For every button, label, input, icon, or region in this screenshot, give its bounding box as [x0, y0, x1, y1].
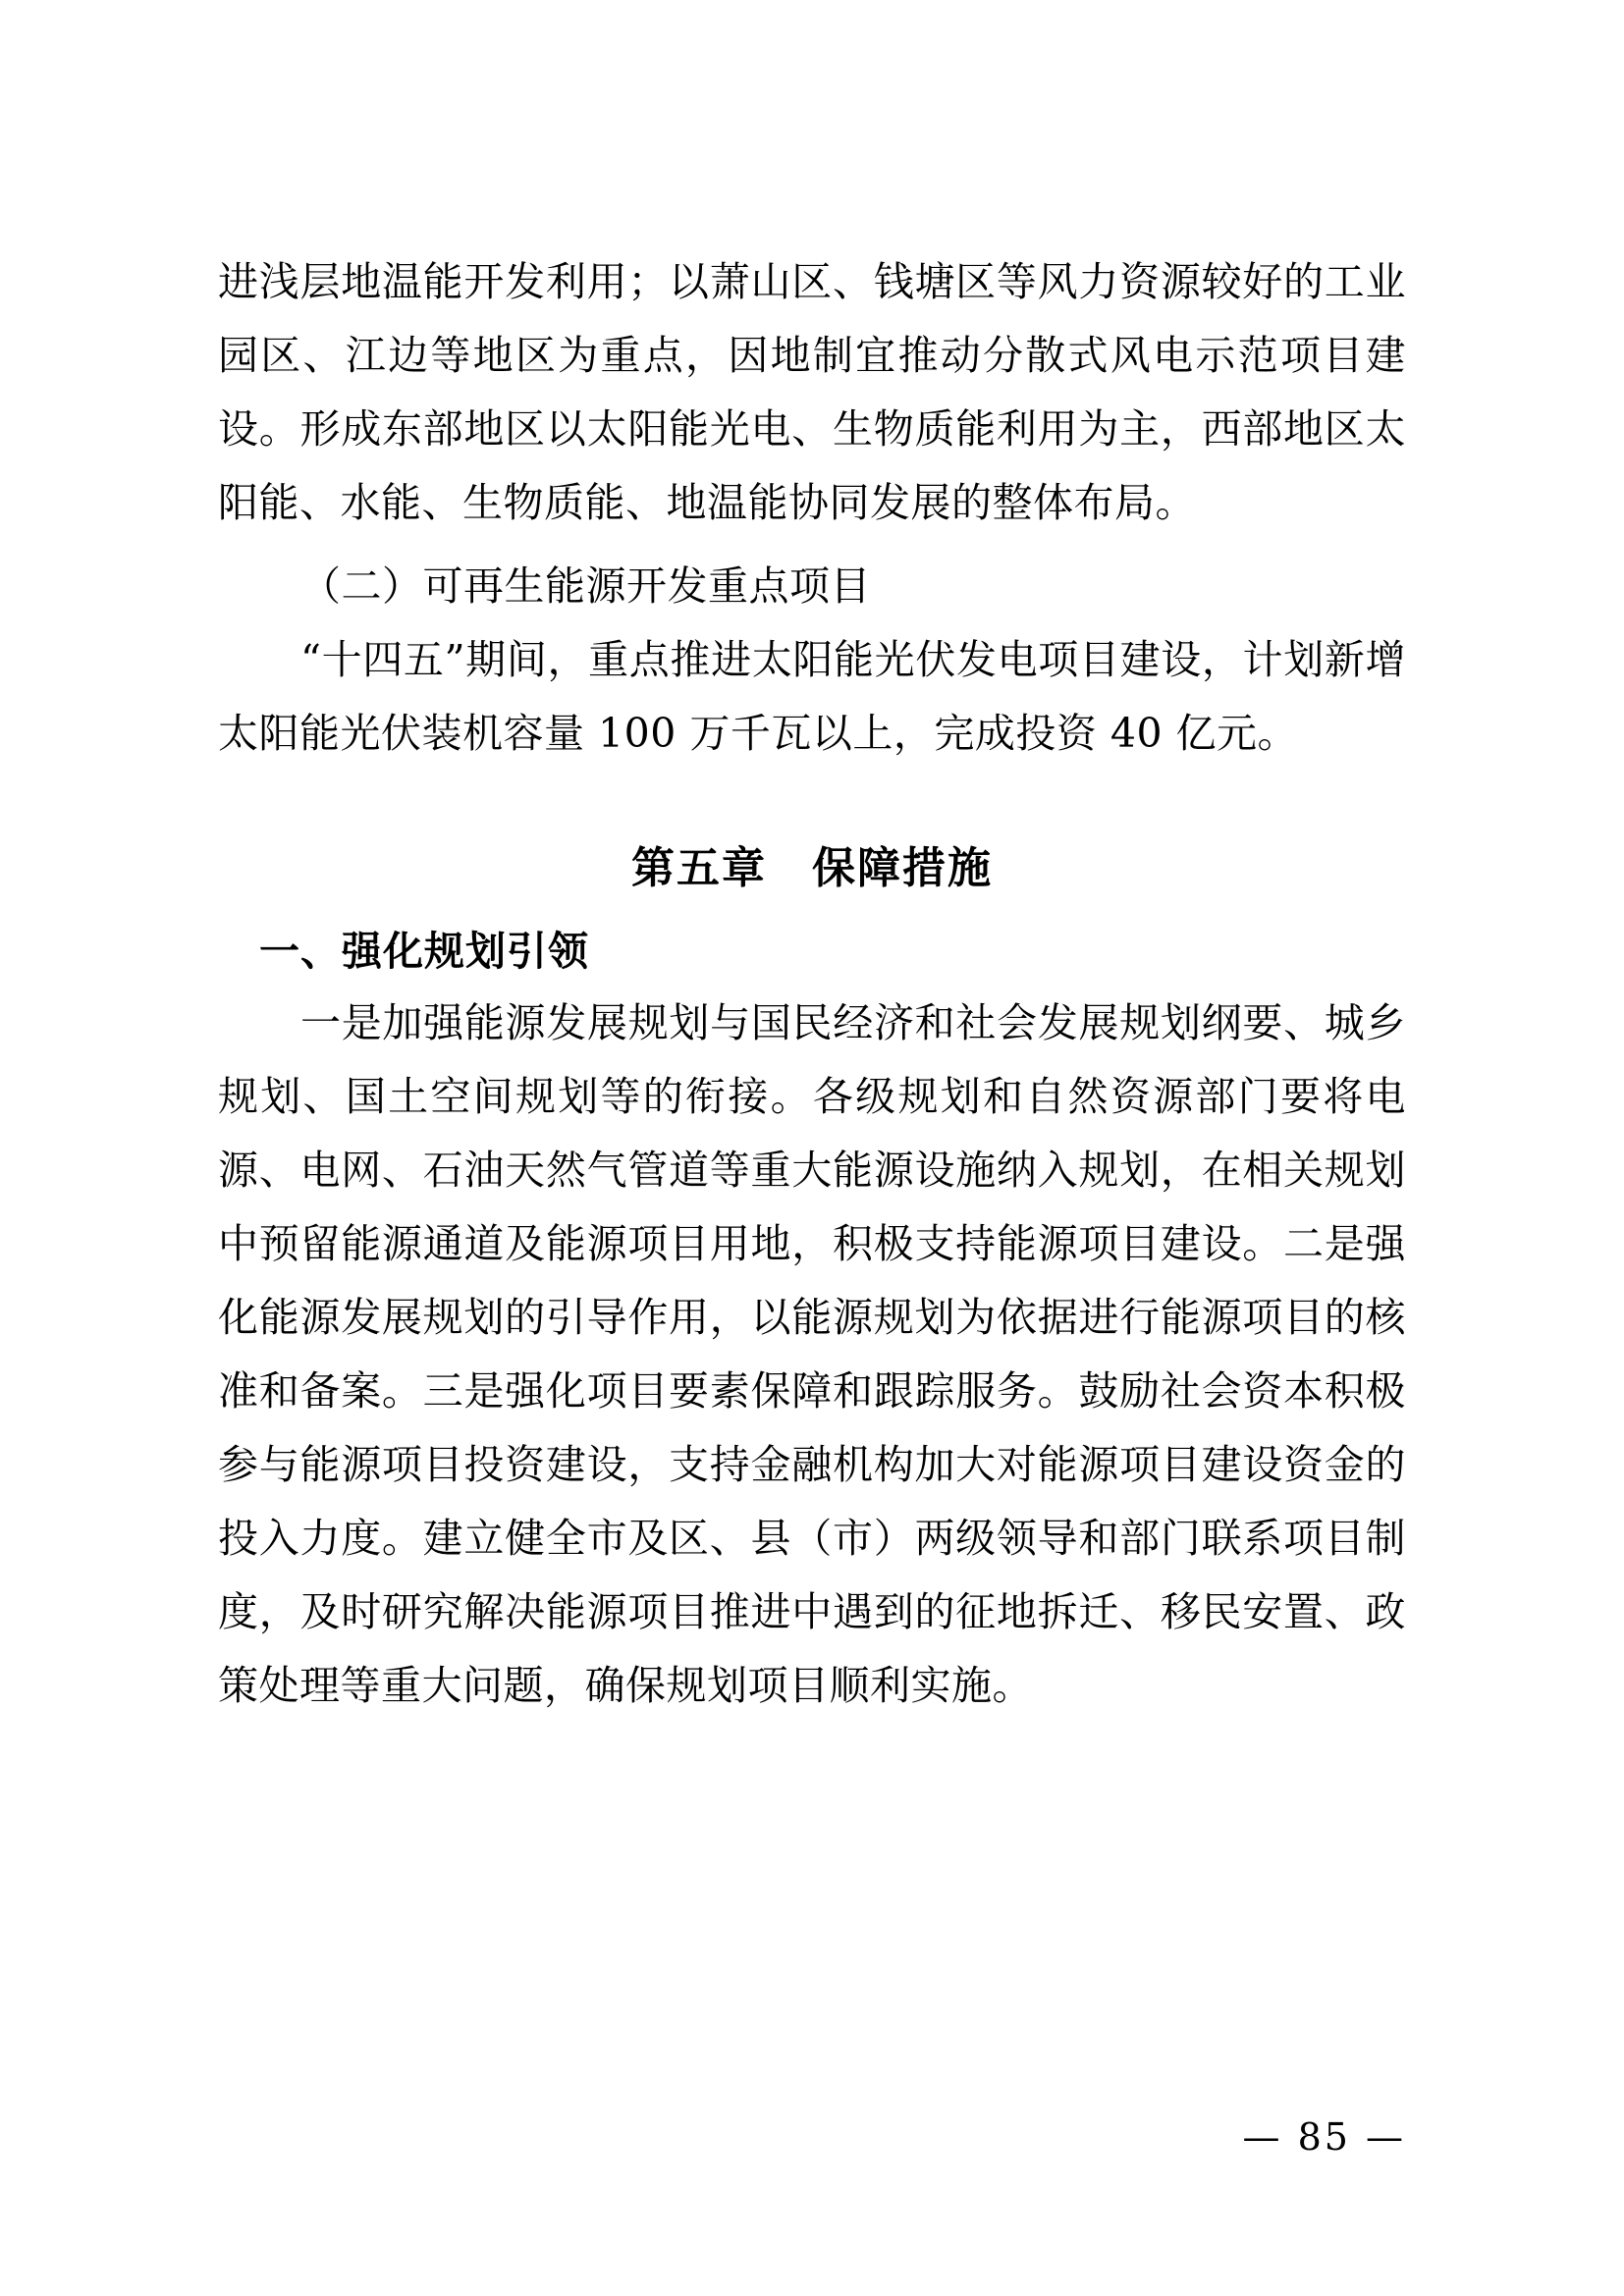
- chapter-title: 第五章 保障措施: [631, 843, 993, 893]
- page-number: — 85 —: [1242, 2115, 1406, 2159]
- page-content: [218, 245, 1406, 1723]
- spacer: [218, 540, 1406, 550]
- paragraph-section-body: 一是加强能源发展规划与国民经济和社会发展规划纲要、城乡规划、国土空间规划等的衔接。各级规划和自然资源部门要将电源、电网、石油天然气管道等重大能源设施纳入规划，在相关规划中预留能源通道及能源项目用地，积极支持能源项目建设。二是强化能源发展规划的引导作用，以能源规划为依据进行能源项目的核准和备案。三是强化项目要素保障和跟踪服务。鼓励社会资本积极参与能源项目投资建设，支持金融机构加大对能源项目建设资金的投入力度。建立健全市及区、县（市）两级领导和部门联系项目制度，及时研究解决能源项目推进中遇到的征地拆迁、移民安置、政策处理等重大问题，确保规划项目顺利实施。: [218, 999, 1406, 1709]
- spacer: [218, 906, 1406, 916]
- spacer: [218, 771, 1406, 831]
- heading-key-projects: （二）可再生能源开发重点项目: [300, 562, 871, 610]
- section-title: 一、强化规划引领: [259, 928, 589, 975]
- paragraph-renewable-layout: 进浅层地温能开发利用；以萧山区、钱塘区等风力资源较好的工业园区、江边等地区为重点，因地制宜推动分散式风电示范项目建设。形成东部地区以太阳能光电、生物质能利用为主，西部地区太阳能、水能、生物质能、地温能协同发展的整体布局。: [218, 258, 1406, 526]
- paragraph-key-projects: “十四五”期间，重点推进太阳能光伏发电项目建设，计划新增太阳能光伏装机容量 100 万千瓦以上，完成投资 40 亿元。: [218, 636, 1406, 757]
